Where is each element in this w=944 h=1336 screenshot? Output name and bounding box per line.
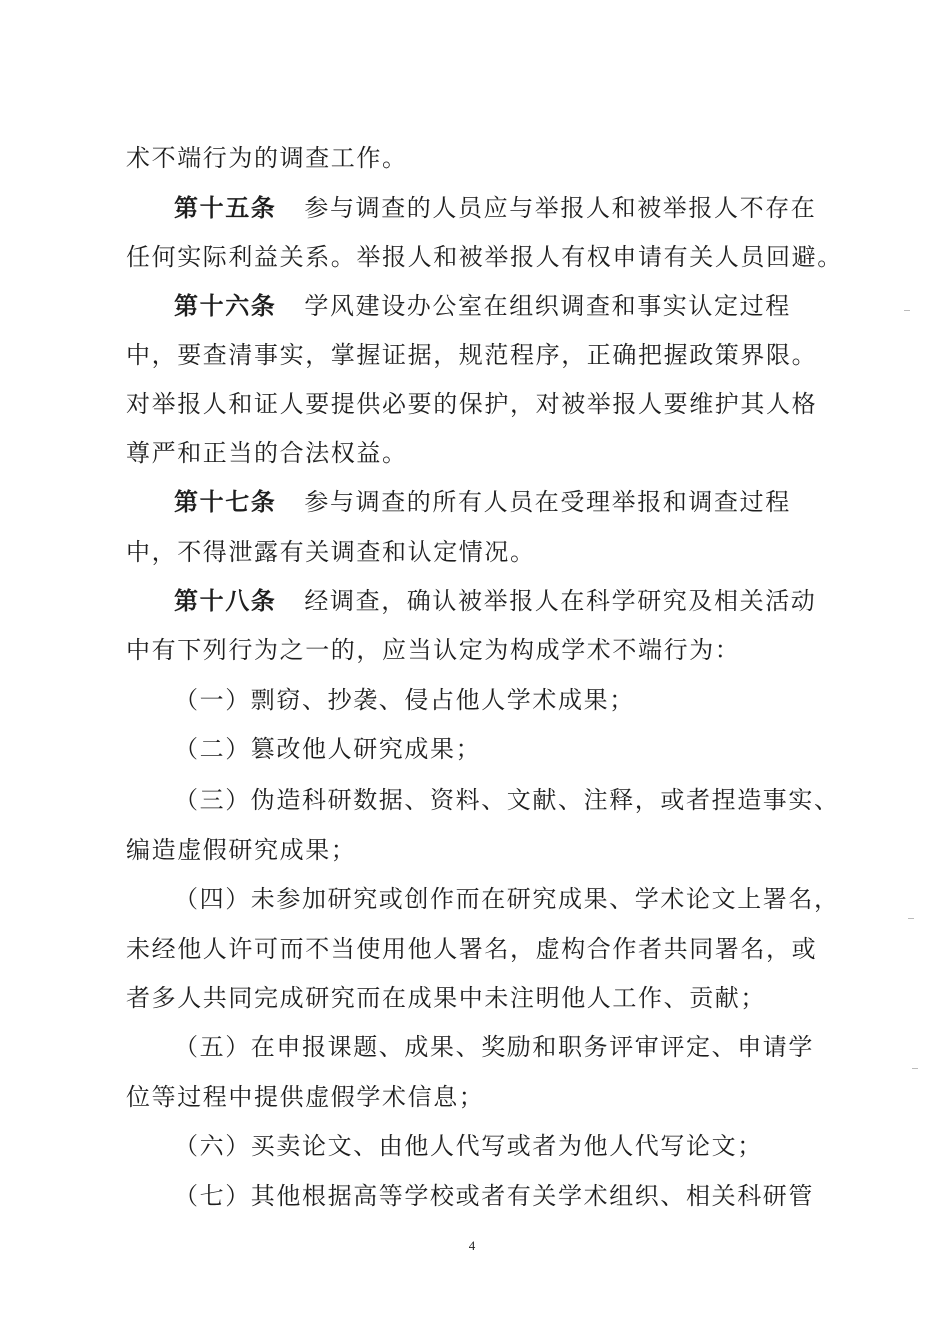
scan-mark [904, 310, 910, 311]
paragraph-line [126, 834, 356, 866]
scan-mark [908, 918, 914, 919]
paragraph-line [126, 982, 766, 1014]
paragraph-line [174, 784, 840, 816]
line-text: （六）买卖论文、由他人代写或者为他人代写论文； [174, 1132, 763, 1160]
line-text: 尊严和正当的合法权益。 [126, 439, 408, 467]
line-text: （七）其他根据高等学校或者有关学术组织、相关科研管 [174, 1182, 814, 1210]
line-text: （三）伪造科研数据、资料、文献、注释，或者捏造事实、 [174, 786, 840, 814]
line-text: 学风建设办公室在组织调查和事实认定过程 [304, 292, 791, 320]
article-line [174, 290, 791, 322]
scan-mark [912, 1068, 918, 1069]
line-text: 对举报人和证人要提供必要的保护，对被举报人要维护其人格 [126, 390, 818, 418]
paragraph-line [126, 142, 408, 174]
paragraph-line [174, 1130, 763, 1162]
paragraph-line [174, 1180, 814, 1212]
line-text: 参与调查的人员应与举报人和被举报人不存在 [304, 194, 817, 222]
article-line [126, 241, 843, 273]
line-text: 编造虚假研究成果； [126, 836, 357, 864]
article-line [174, 486, 791, 518]
paragraph-line [126, 933, 817, 965]
paragraph-line [126, 1081, 484, 1113]
article-line [126, 339, 817, 371]
article-number: 第十七条 [174, 487, 277, 516]
line-text: （一）剽窃、抄袭、侵占他人学术成果； [174, 686, 635, 714]
line-text: 参与调查的所有人员在受理举报和调查过程 [304, 488, 791, 516]
paragraph-line [174, 684, 635, 716]
line-text: 中，要查清事实，掌握证据，规范程序，正确把握政策界限。 [126, 341, 818, 369]
page-number: 4 [468, 1238, 476, 1253]
article-line [174, 585, 816, 617]
line-text: 术不端行为的调查工作。 [126, 144, 408, 172]
article-line [174, 192, 816, 224]
line-text: 者多人共同完成研究而在成果中未注明他人工作、贡献； [126, 984, 766, 1012]
article-number: 第十八条 [174, 586, 277, 615]
line-text: 经调查，确认被举报人在科学研究及相关活动 [304, 587, 817, 615]
article-number: 第十六条 [174, 291, 277, 320]
line-text: 位等过程中提供虚假学术信息； [126, 1083, 485, 1111]
paragraph-line [174, 733, 481, 765]
line-text: 未经他人许可而不当使用他人署名，虚构合作者共同署名，或 [126, 935, 818, 963]
line-text: 中，不得泄露有关调查和认定情况。 [126, 538, 536, 566]
paragraph-line [174, 883, 840, 915]
paragraph-line [174, 1031, 814, 1063]
article-line [126, 536, 536, 568]
article-line [126, 388, 817, 420]
article-number: 第十五条 [174, 193, 277, 222]
line-text: 任何实际利益关系。举报人和被举报人有权申请有关人员回避。 [126, 243, 843, 271]
line-text: （四）未参加研究或创作而在研究成果、学术论文上署名， [174, 885, 840, 913]
article-line [126, 437, 408, 469]
line-text: （二）篡改他人研究成果； [174, 735, 482, 763]
article-line [126, 634, 740, 666]
line-text: 中有下列行为之一的，应当认定为构成学术不端行为： [126, 636, 741, 664]
line-text: （五）在申报课题、成果、奖励和职务评审评定、申请学 [174, 1033, 814, 1061]
